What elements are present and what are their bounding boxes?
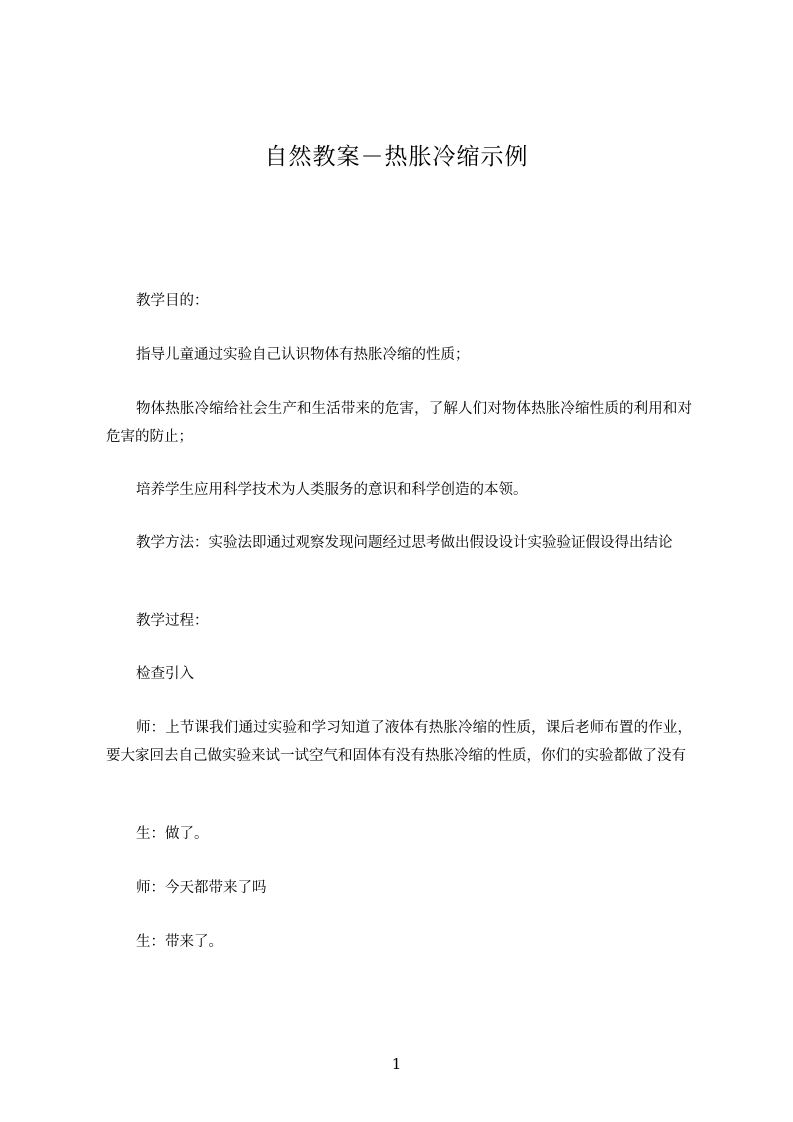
paragraph-student-dialogue-2: 生：带来了。	[136, 934, 223, 950]
paragraph-teacher-dialogue-2: 师：今天都带来了吗	[136, 880, 267, 896]
paragraph-teaching-goals-heading: 教学目的：	[136, 293, 209, 309]
paragraph-goal-1: 指导儿童通过实验自己认识物体有热胀冷缩的性质；	[136, 347, 470, 363]
page-number: 1	[391, 1055, 402, 1073]
paragraph-goal-3: 培养学生应用科学技术为人类服务的意识和科学创造的本领。	[136, 482, 528, 498]
paragraph-student-dialogue-1: 生：做了。	[136, 826, 209, 842]
paragraph-check-intro: 检查引入	[136, 666, 194, 682]
paragraph-goal-2: 物体热胀冷缩给社会生产和生活带来的危害，了解人们对物体热胀冷缩性质的利用和对危害的防止；	[106, 401, 692, 445]
paragraph-teaching-method: 教学方法：实验法即通过观察发现问题经过思考做出假设设计实验验证假设得出结论	[136, 535, 673, 551]
paragraph-teaching-process-heading: 教学过程：	[136, 613, 209, 629]
document-title: 自然教案－热胀冷缩示例	[264, 144, 529, 170]
paragraph-teacher-dialogue-1: 师：上节课我们通过实验和学习知道了液体有热胀冷缩的性质，课后老师布置的作业，要大家回去自己做实验来试一试空气和固体有没有热胀冷缩的性质，你们的实验都做了没有	[106, 720, 692, 764]
